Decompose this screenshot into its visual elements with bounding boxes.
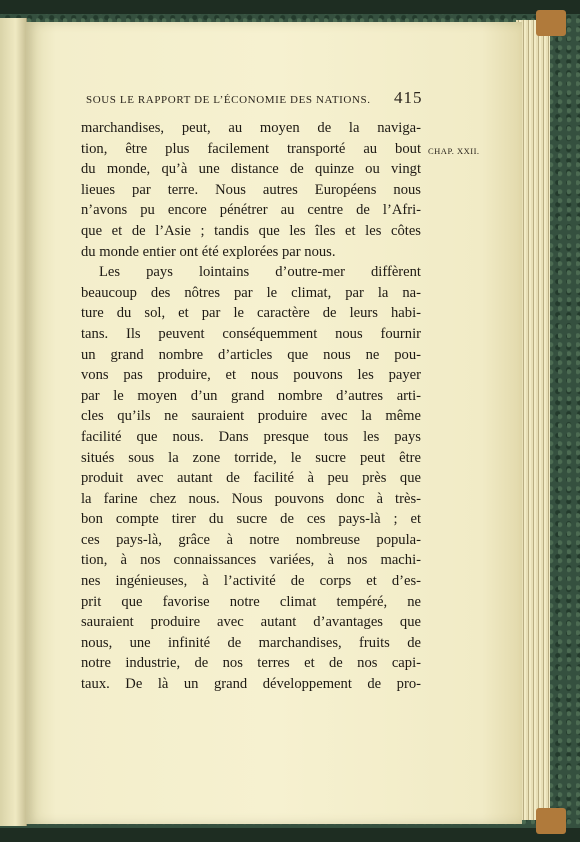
- text-line: lieues par terre. Nous autres Européens nous: [81, 181, 421, 198]
- text-line: un grand nombre d’articles que nous ne pou-: [81, 346, 421, 363]
- text-line: sauraient produire avec autant d’avantages que: [81, 614, 421, 631]
- text-line: tion, à nos connaissances variées, à nos machi-: [81, 552, 421, 569]
- running-title: SOUS LE RAPPORT DE L’ÉCONOMIE DES NATIONS.: [86, 94, 371, 106]
- text-line: beaucoup des nôtres par le climat, par la na-: [81, 284, 421, 301]
- text-line: marchandises, peut, au moyen de la naviga-: [81, 120, 421, 136]
- page-number: 415: [394, 88, 423, 107]
- book-page: [26, 22, 522, 824]
- text-line: taux. De là un grand développement de pro-: [81, 676, 421, 693]
- corner-tab-top: [536, 10, 566, 36]
- text-line: par le moyen d’un grand nombre d’autres arti-: [81, 387, 421, 404]
- text-line: tion, être plus facilement transporté au bout: [81, 140, 421, 157]
- corner-tab-bottom: [536, 808, 566, 834]
- text-line: prit que favorise notre climat tempéré, ne: [81, 593, 421, 610]
- text-line: du monde entier ont été explorées par nous.: [81, 243, 336, 260]
- facing-page-edge: [0, 18, 27, 826]
- text-line: situés sous la zone torride, le sucre peut être: [81, 449, 421, 466]
- text-line: cles qu’ils ne sauraient produire avec la même: [81, 408, 421, 425]
- text-line: bon compte tirer du sucre de ces pays-là ; et: [81, 511, 421, 528]
- text-line: la farine chez nous. Nous pouvons donc à très-: [81, 490, 421, 507]
- text-line: tans. Ils peuvent conséquemment nous fournir: [81, 325, 421, 342]
- text-line: du monde, qu’à une distance de quinze ou vingt: [81, 161, 421, 178]
- margin-chapter-note: CHAP. XXII.: [428, 146, 480, 156]
- text-line: ces pays-là, grâce à notre nombreuse popula-: [81, 531, 421, 548]
- text-line: vons pas produire, et nous pouvons les payer: [81, 367, 421, 384]
- body-text: [81, 118, 421, 695]
- text-line: Les pays lointains d’outre-mer diffèrent: [99, 264, 421, 281]
- text-line: n’avons pu encore pénétrer au centre de l’Afri-: [81, 202, 421, 219]
- cover-top-edge: [0, 0, 580, 14]
- cover-bottom-edge: [0, 828, 580, 842]
- text-line: nous, une infinité de marchandises, fruits de: [81, 634, 421, 651]
- text-line: facilité que nous. Dans presque tous les pays: [81, 428, 421, 445]
- text-line: nes ingénieuses, à l’activité de corps et d’es-: [81, 573, 421, 590]
- text-line: produit avec autant de facilité à peu près que: [81, 470, 421, 487]
- text-line: ture du sol, et par le caractère de leurs habi-: [81, 305, 421, 322]
- text-line: que et de l’Asie ; tandis que les îles et les côtes: [81, 222, 421, 239]
- text-line: notre industrie, de nos terres et de nos capi-: [81, 655, 421, 672]
